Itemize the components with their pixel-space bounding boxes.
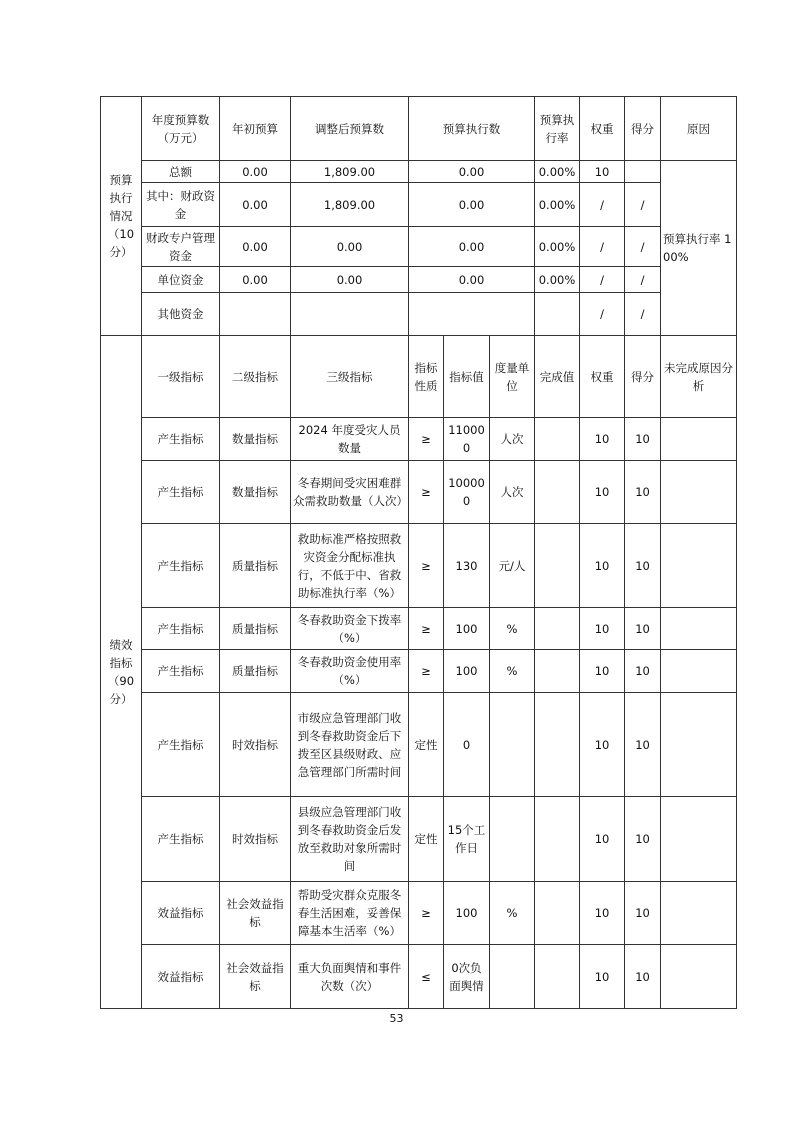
perf-row-l2: 数量指标 [220,461,291,524]
performance-section-label: 绩效指标（90分） [101,336,142,1009]
perf-row-score: 10 [625,608,661,650]
budget-row-name: 单位资金 [142,267,220,293]
budget-row-rate: 0.00% [535,267,580,293]
perf-header-done: 完成值 [535,336,580,418]
perf-row-value: 100 [444,882,490,945]
perf-row-l2: 数量指标 [220,418,291,461]
perf-row-value: 100000 [444,461,490,524]
perf-row-reason [661,418,737,461]
perf-row-l1: 产生指标 [142,693,220,797]
perf-row-weight: 10 [580,418,625,461]
perf-row-done [535,608,580,650]
budget-row-rate: 0.00% [535,227,580,267]
perf-row-reason [661,693,737,797]
perf-row-l2: 社会效益指标 [220,945,291,1009]
performance-row [101,945,737,1009]
perf-row-unit [490,797,535,882]
evaluation-table [100,96,737,1009]
perf-header-reason: 未完成原因分析 [661,336,737,418]
perf-row-score: 10 [625,693,661,797]
perf-row-l1: 产生指标 [142,797,220,882]
perf-row-l1: 产生指标 [142,608,220,650]
perf-row-value: 0 [444,693,490,797]
perf-row-l3: 帮助受灾群众克服冬春生活困难，妥善保障基本生活率（%） [291,882,409,945]
perf-row-unit: % [490,882,535,945]
budget-row-initial: 0.00 [220,161,291,183]
perf-row-weight: 10 [580,524,625,608]
budget-header-weight: 权重 [580,97,625,161]
perf-row-l3: 救助标准严格按照救灾资金分配标准执行，不低于中、省救助标准执行率（%） [291,524,409,608]
budget-header-adjusted: 调整后预算数 [291,97,409,161]
budget-header-executed: 预算执行数 [409,97,535,161]
budget-row-initial: 0.00 [220,227,291,267]
perf-row-reason [661,945,737,1009]
perf-row-l1: 产生指标 [142,524,220,608]
budget-row-executed: 0.00 [409,227,535,267]
perf-row-nature: ≥ [409,608,444,650]
perf-header-score: 得分 [625,336,661,418]
perf-row-l2: 质量指标 [220,650,291,693]
budget-header-rate: 预算执行率 [535,97,580,161]
perf-row-l3: 冬春救助资金下拨率（%） [291,608,409,650]
perf-header-l1: 一级指标 [142,336,220,418]
perf-row-unit: % [490,650,535,693]
budget-row-score: / [625,183,661,227]
perf-row-reason [661,650,737,693]
perf-row-score: 10 [625,524,661,608]
perf-row-l3: 冬春期间受灾困难群众需救助数量（人次） [291,461,409,524]
perf-row-weight: 10 [580,608,625,650]
perf-row-nature: ≥ [409,524,444,608]
budget-header-reason: 原因 [661,97,737,161]
budget-row-rate: 0.00% [535,161,580,183]
budget-row-score: / [625,293,661,336]
budget-row [101,227,737,267]
perf-row-l1: 产生指标 [142,650,220,693]
perf-row-l2: 时效指标 [220,693,291,797]
perf-row-reason [661,882,737,945]
budget-row-name: 其中：财政资金 [142,183,220,227]
performance-row [101,693,737,797]
budget-row-initial [220,293,291,336]
perf-row-reason [661,608,737,650]
performance-row [101,418,737,461]
perf-header-value: 指标值 [444,336,490,418]
perf-row-value: 15个工作日 [444,797,490,882]
perf-row-l2: 质量指标 [220,608,291,650]
perf-row-unit: % [490,608,535,650]
budget-row-weight: 10 [580,161,625,183]
perf-row-value: 110000 [444,418,490,461]
perf-row-reason [661,461,737,524]
performance-row [101,650,737,693]
budget-header-annual: 年度预算数（万元） [142,97,220,161]
perf-row-unit [490,693,535,797]
budget-row-rate [535,293,580,336]
perf-row-weight: 10 [580,461,625,524]
perf-row-unit: 人次 [490,461,535,524]
perf-row-score: 10 [625,650,661,693]
budget-row-rate: 0.00% [535,183,580,227]
budget-row-weight: / [580,227,625,267]
perf-header-unit: 度量单位 [490,336,535,418]
perf-row-score: 10 [625,418,661,461]
perf-row-l3: 冬春救助资金使用率（%） [291,650,409,693]
perf-row-nature: ≥ [409,461,444,524]
page-number: 53 [389,1012,404,1025]
perf-row-l3: 2024 年度受灾人员数量 [291,418,409,461]
perf-row-value: 100 [444,608,490,650]
perf-row-done [535,797,580,882]
perf-row-done [535,524,580,608]
perf-row-nature: ≥ [409,882,444,945]
perf-header-l3: 三级指标 [291,336,409,418]
budget-row-adjusted: 0.00 [291,227,409,267]
perf-row-score: 10 [625,797,661,882]
perf-row-weight: 10 [580,945,625,1009]
budget-row-weight: / [580,267,625,293]
budget-row [101,161,737,183]
perf-row-score: 10 [625,882,661,945]
budget-row-name: 其他资金 [142,293,220,336]
budget-row-weight: / [580,293,625,336]
budget-row-adjusted: 1,809.00 [291,161,409,183]
perf-row-weight: 10 [580,882,625,945]
budget-section-label: 预算执行情况（10分） [101,97,142,336]
budget-row-name: 财政专户管理资金 [142,227,220,267]
perf-row-done [535,461,580,524]
perf-row-score: 10 [625,461,661,524]
perf-row-weight: 10 [580,693,625,797]
perf-header-nature: 指标性质 [409,336,444,418]
perf-row-nature: 定性 [409,797,444,882]
budget-row-name: 总额 [142,161,220,183]
performance-row [101,524,737,608]
perf-row-l3: 重大负面舆情和事件次数（次） [291,945,409,1009]
perf-row-value: 100 [444,650,490,693]
perf-row-l1: 效益指标 [142,882,220,945]
budget-row-executed: 0.00 [409,267,535,293]
perf-row-unit: 人次 [490,418,535,461]
perf-row-l2: 质量指标 [220,524,291,608]
perf-row-reason [661,797,737,882]
budget-reason: 预算执行率 100% [661,161,737,336]
perf-row-l2: 社会效益指标 [220,882,291,945]
budget-header-score: 得分 [625,97,661,161]
budget-row-initial: 0.00 [220,183,291,227]
budget-row-executed: 0.00 [409,161,535,183]
perf-row-unit [490,945,535,1009]
perf-row-unit: 元/人 [490,524,535,608]
perf-row-l1: 效益指标 [142,945,220,1009]
perf-row-done [535,882,580,945]
perf-row-done [535,650,580,693]
perf-row-l3: 市级应急管理部门收到冬春救助资金后下拨至区县级财政、应急管理部门所需时间 [291,693,409,797]
perf-row-l3: 县级应急管理部门收到冬春救助资金后发放至救助对象所需时间 [291,797,409,882]
perf-row-value: 0次负面舆情 [444,945,490,1009]
budget-row [101,267,737,293]
budget-row-score [625,161,661,183]
perf-row-done [535,418,580,461]
perf-row-nature: 定性 [409,693,444,797]
perf-row-score: 10 [625,945,661,1009]
budget-row-adjusted: 0.00 [291,267,409,293]
perf-row-l2: 时效指标 [220,797,291,882]
budget-row-adjusted: 1,809.00 [291,183,409,227]
performance-row [101,461,737,524]
perf-row-value: 130 [444,524,490,608]
perf-row-nature: ≥ [409,650,444,693]
budget-row [101,293,737,336]
budget-row-executed: 0.00 [409,183,535,227]
perf-row-weight: 10 [580,650,625,693]
perf-row-done [535,945,580,1009]
perf-row-l1: 产生指标 [142,461,220,524]
budget-row [101,183,737,227]
budget-row-adjusted [291,293,409,336]
performance-row [101,608,737,650]
perf-row-reason [661,524,737,608]
perf-header-weight: 权重 [580,336,625,418]
perf-row-weight: 10 [580,797,625,882]
budget-row-score: / [625,227,661,267]
perf-row-done [535,693,580,797]
budget-row-executed [409,293,535,336]
budget-row-weight: / [580,183,625,227]
performance-row [101,797,737,882]
perf-row-nature: ≤ [409,945,444,1009]
budget-row-initial: 0.00 [220,267,291,293]
perf-row-l1: 产生指标 [142,418,220,461]
perf-header-l2: 二级指标 [220,336,291,418]
budget-header-initial: 年初预算 [220,97,291,161]
perf-row-nature: ≥ [409,418,444,461]
budget-row-score: / [625,267,661,293]
performance-row [101,882,737,945]
